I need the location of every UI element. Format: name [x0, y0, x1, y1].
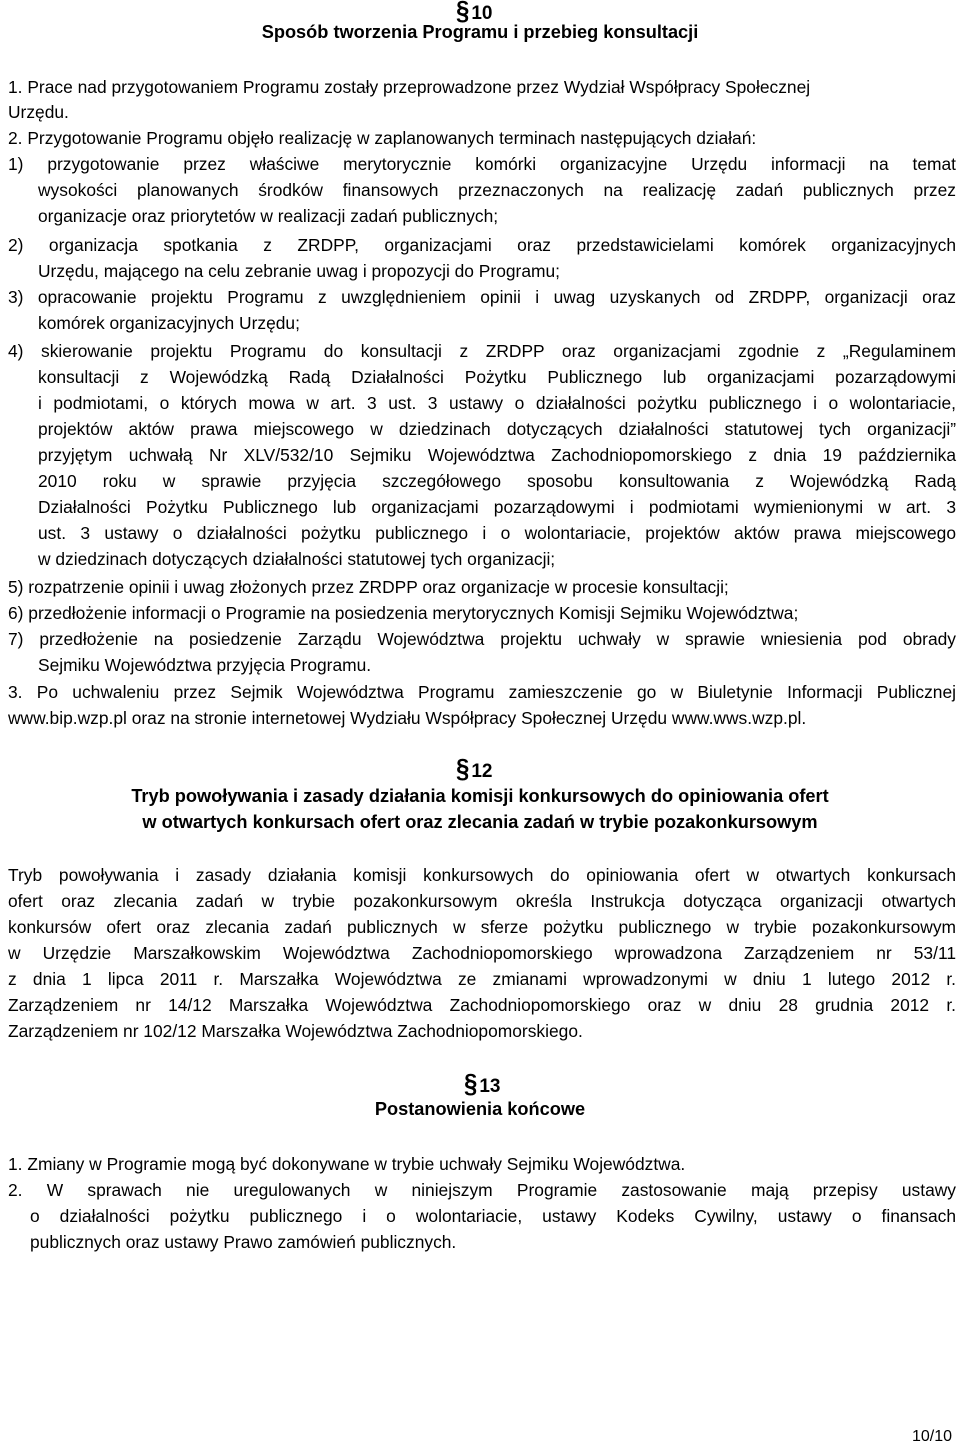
- section-symbol: §: [456, 754, 470, 785]
- paragraph-3-line: 3. Po uchwaleniu przez Sejmik Województwa Programu zamieszczenie go w Biuletynie Informacji Publicznej: [8, 682, 956, 702]
- list-item-4-line: konsultacji z Wojewódzką Radą Działalności Pożytku Publicznego lub organizacjami pozarządowymi: [38, 367, 956, 387]
- section-12-body-line: konkursów ofert oraz zlecania zadań publicznych w sferze pożytku publicznego w trybie pozakonkursowym: [8, 917, 956, 937]
- section-12-body-line: ofert oraz zlecania zadań w trybie pozakonkursowym określa Instrukcja dotycząca organizacji otwartych: [8, 891, 956, 911]
- section-12-body-line: z dnia 1 lipca 2011 r. Marszałka Województwa ze zmianami wprowadzonymi w dniu 1 lutego 2012 r.: [8, 969, 956, 989]
- section-12-body-line: Zarządzeniem nr 14/12 Marszałka Województwa Zachodniopomorskiego oraz w dniu 28 grudnia 2012 r.: [8, 995, 956, 1015]
- section-13-title: Postanowienia końcowe: [374, 1099, 586, 1119]
- list-item-2-line: Urzędu, mającego na celu zebranie uwag i propozycji do Programu;: [38, 261, 560, 281]
- list-item-4-line: 2010 roku w sprawie przyjęcia szczegółowego sposobu konsultowania z Wojewódzką Radą: [38, 471, 956, 491]
- list-item-4-line: Działalności Pożytku Publicznego lub organizacjami pozarządowymi i podmiotami wymienionymi w art. 3: [38, 497, 956, 517]
- paragraph-2-line: 2. Przygotowanie Programu objęło realizację w zaplanowanych terminach następujących działań:: [8, 128, 757, 148]
- section-12-number: § 12: [456, 754, 493, 785]
- list-item-3-line: komórek organizacyjnych Urzędu;: [38, 313, 300, 333]
- section-symbol: §: [456, 0, 470, 27]
- paragraph-1-line: 1. Prace nad przygotowaniem Programu zostały przeprowadzone przez Wydział Współpracy Społecznej: [8, 77, 811, 97]
- section-13-number: § 13: [464, 1069, 501, 1100]
- section-12-title: Tryb powoływania i zasady działania komisji konkursowych do opiniowania ofert: [131, 786, 829, 806]
- list-item-1-line: 1) przygotowanie przez właściwe merytorycznie komórki organizacyjne Urzędu informacji na temat: [8, 154, 956, 174]
- section-13-paragraph-2-line: o działalności pożytku publicznego i o wolontariacie, ustawy Kodeks Cywilny, ustawy o finansach: [30, 1206, 956, 1226]
- list-item-4-line: ust. 3 ustawy o działalności pożytku publicznego i o wolontariacie, projektów aktów prawa miejscowego: [38, 523, 956, 543]
- list-item-1-line: wysokości planowanych środków finansowych przeznaczonych na realizację zadań publicznych przez: [38, 180, 956, 200]
- list-item-1-line: organizacje oraz priorytetów w realizacji zadań publicznych;: [38, 206, 499, 226]
- section-12-title: w otwartych konkursach ofert oraz zlecania zadań w trybie pozakonkursowym: [142, 812, 818, 832]
- list-item-7-line: 7) przedłożenie na posiedzenie Zarządu Województwa projektu uchwały w sprawie wniesienia pod obrady: [8, 629, 956, 649]
- list-item-4-line: i podmiotami, o których mowa w art. 3 ust. 3 ustawy o działalności pożytku publicznego i o wolontariacie,: [38, 393, 956, 413]
- section-10-title: Sposób tworzenia Programu i przebieg konsultacji: [261, 22, 699, 42]
- list-item-3-line: 3) opracowanie projektu Programu z uwzględnieniem opinii i uwag uzyskanych od ZRDPP, organizacji oraz: [8, 287, 956, 307]
- section-13-paragraph-2-line: 2. W sprawach nie uregulowanych w niniejszym Programie zastosowanie mają przepisy ustawy: [8, 1180, 956, 1200]
- list-item-4-line: projektów aktów prawa miejscowego w dziedzinach dotyczących działalności statutowej tych organizacji”: [38, 419, 956, 439]
- section-12-body-line: Zarządzeniem nr 102/12 Marszałka Województwa Zachodniopomorskiego.: [8, 1021, 583, 1041]
- list-item-4-line: w dziedzinach dotyczących działalności statutowej tych organizacji;: [38, 549, 556, 569]
- section-10-number: § 10: [456, 0, 493, 26]
- list-item-2-line: 2) organizacja spotkania z ZRDPP, organizacjami oraz przedstawicielami komórek organizacyjnych: [8, 235, 956, 255]
- list-item-6-line: 6) przedłożenie informacji o Programie na posiedzenia merytorycznych Komisji Sejmiku Województwa;: [8, 603, 799, 623]
- section-13-paragraph-1-line: 1. Zmiany w Programie mogą być dokonywane w trybie uchwały Sejmiku Województwa.: [8, 1154, 686, 1174]
- paragraph-3-line: www.bip.wzp.pl oraz na stronie internetowej Wydziału Współpracy Społecznej Urzędu www.wws.wzp.pl.: [8, 708, 807, 728]
- page-number: 10/10: [911, 1428, 952, 1445]
- list-item-4-line: przyjętym uchwałą Nr XLV/532/10 Sejmiku Województwa Zachodniopomorskiego z dnia 19 października: [38, 445, 956, 465]
- list-item-4-line: 4) skierowanie projektu Programu do konsultacji z ZRDPP oraz organizacjami zgodnie z „Regulaminem: [8, 341, 956, 361]
- list-item-5-line: 5) rozpatrzenie opinii i uwag złożonych przez ZRDPP oraz organizacje w procesie konsultacji;: [8, 577, 729, 597]
- paragraph-1-line: Urzędu.: [8, 102, 69, 122]
- list-item-7-line: Sejmiku Województwa przyjęcia Programu.: [38, 655, 372, 675]
- section-symbol: §: [464, 1069, 478, 1100]
- section-12-body-line: w Urzędzie Marszałkowskim Województwa Zachodniopomorskiego wprowadzona Zarządzeniem nr 53/11: [8, 943, 956, 963]
- section-13-paragraph-2-line: publicznych oraz ustawy Prawo zamówień publicznych.: [30, 1232, 457, 1252]
- section-12-body-line: Tryb powoływania i zasady działania komisji konkursowych do opiniowania ofert w otwartych konkursach: [8, 865, 956, 885]
